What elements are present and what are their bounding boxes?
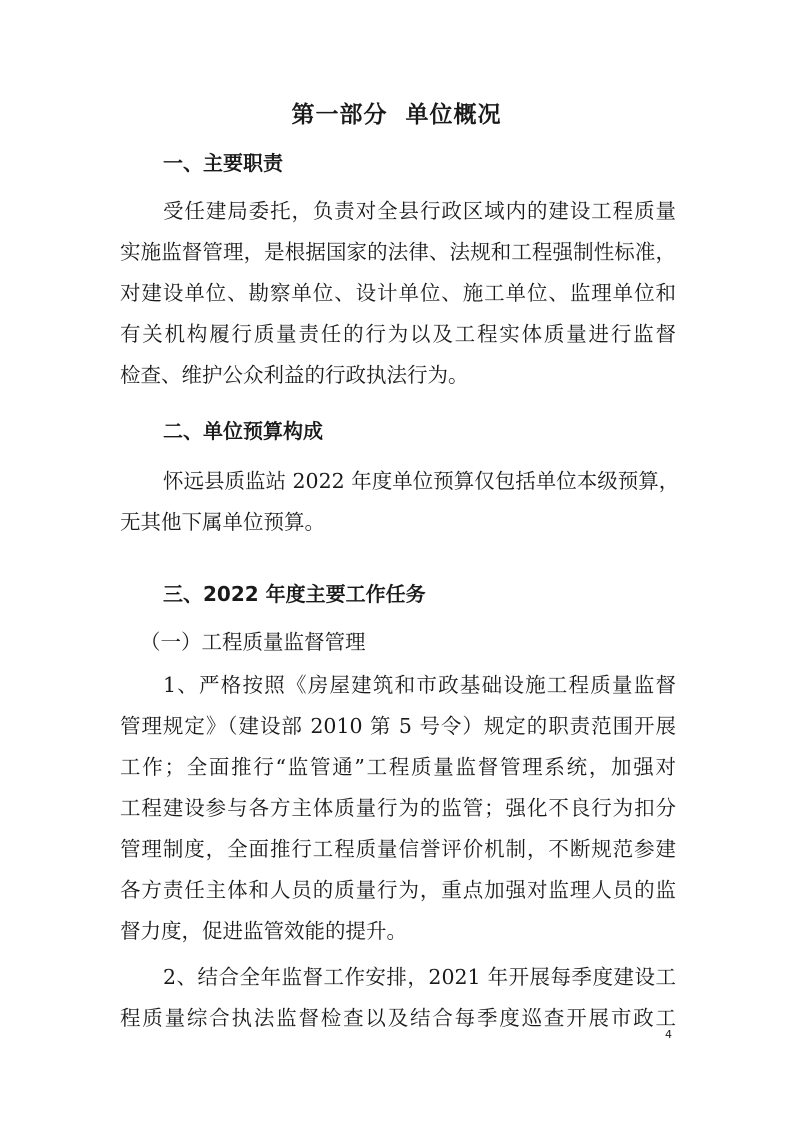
paragraph-line: 2、结合全年监督工作安排，2021 年开展每季度建设工	[163, 965, 676, 989]
paragraph-line: 工程建设参与各方主体质量行为的监管；强化不良行为扣分	[120, 796, 676, 820]
section-heading-duties: 一、主要职责	[163, 151, 283, 175]
paragraph-line: 工作；全面推行“监管通”工程质量监督管理系统，加强对	[120, 755, 676, 779]
section-heading-budget: 二、单位预算构成	[163, 419, 323, 443]
paragraph-line: 检查、维护公众利益的行政执法行为。	[120, 363, 469, 387]
page-title: 第一部分 单位概况	[291, 102, 502, 128]
paragraph-line: 督力度，促进监管效能的提升。	[120, 919, 407, 943]
paragraph-line: 程质量综合执法监督检查以及结合每季度巡查开展市政工	[120, 1006, 676, 1030]
paragraph-line: 怀远县质监站 2022 年度单位预算仅包括单位本级预算，	[163, 469, 680, 493]
paragraph-line: 无其他下属单位预算。	[120, 510, 325, 534]
paragraph-line: 管理制度，全面推行工程质量信誉评价机制，不断规范参建	[120, 837, 676, 861]
paragraph-line: 有关机构履行质量责任的行为以及工程实体质量进行监督	[120, 322, 676, 346]
subsection-heading: （一）工程质量监督管理	[140, 630, 366, 654]
paragraph-line: 实施监督管理，是根据国家的法律、法规和工程强制性标准，	[120, 240, 676, 264]
paragraph-line: 受任建局委托，负责对全县行政区域内的建设工程质量	[163, 199, 676, 223]
section-heading-tasks: 三、2022 年度主要工作任务	[163, 582, 426, 606]
paragraph-line: 管理规定》（建设部 2010 第 5 号令）规定的职责范围开展	[120, 714, 676, 738]
page-number: 4	[665, 1028, 672, 1041]
paragraph-line: 各方责任主体和人员的质量行为，重点加强对监理人员的监	[120, 878, 676, 902]
paragraph-line: 对建设单位、勘察单位、设计单位、施工单位、监理单位和	[120, 281, 676, 305]
paragraph-line: 1、严格按照《房屋建筑和市政基础设施工程质量监督	[163, 673, 676, 697]
